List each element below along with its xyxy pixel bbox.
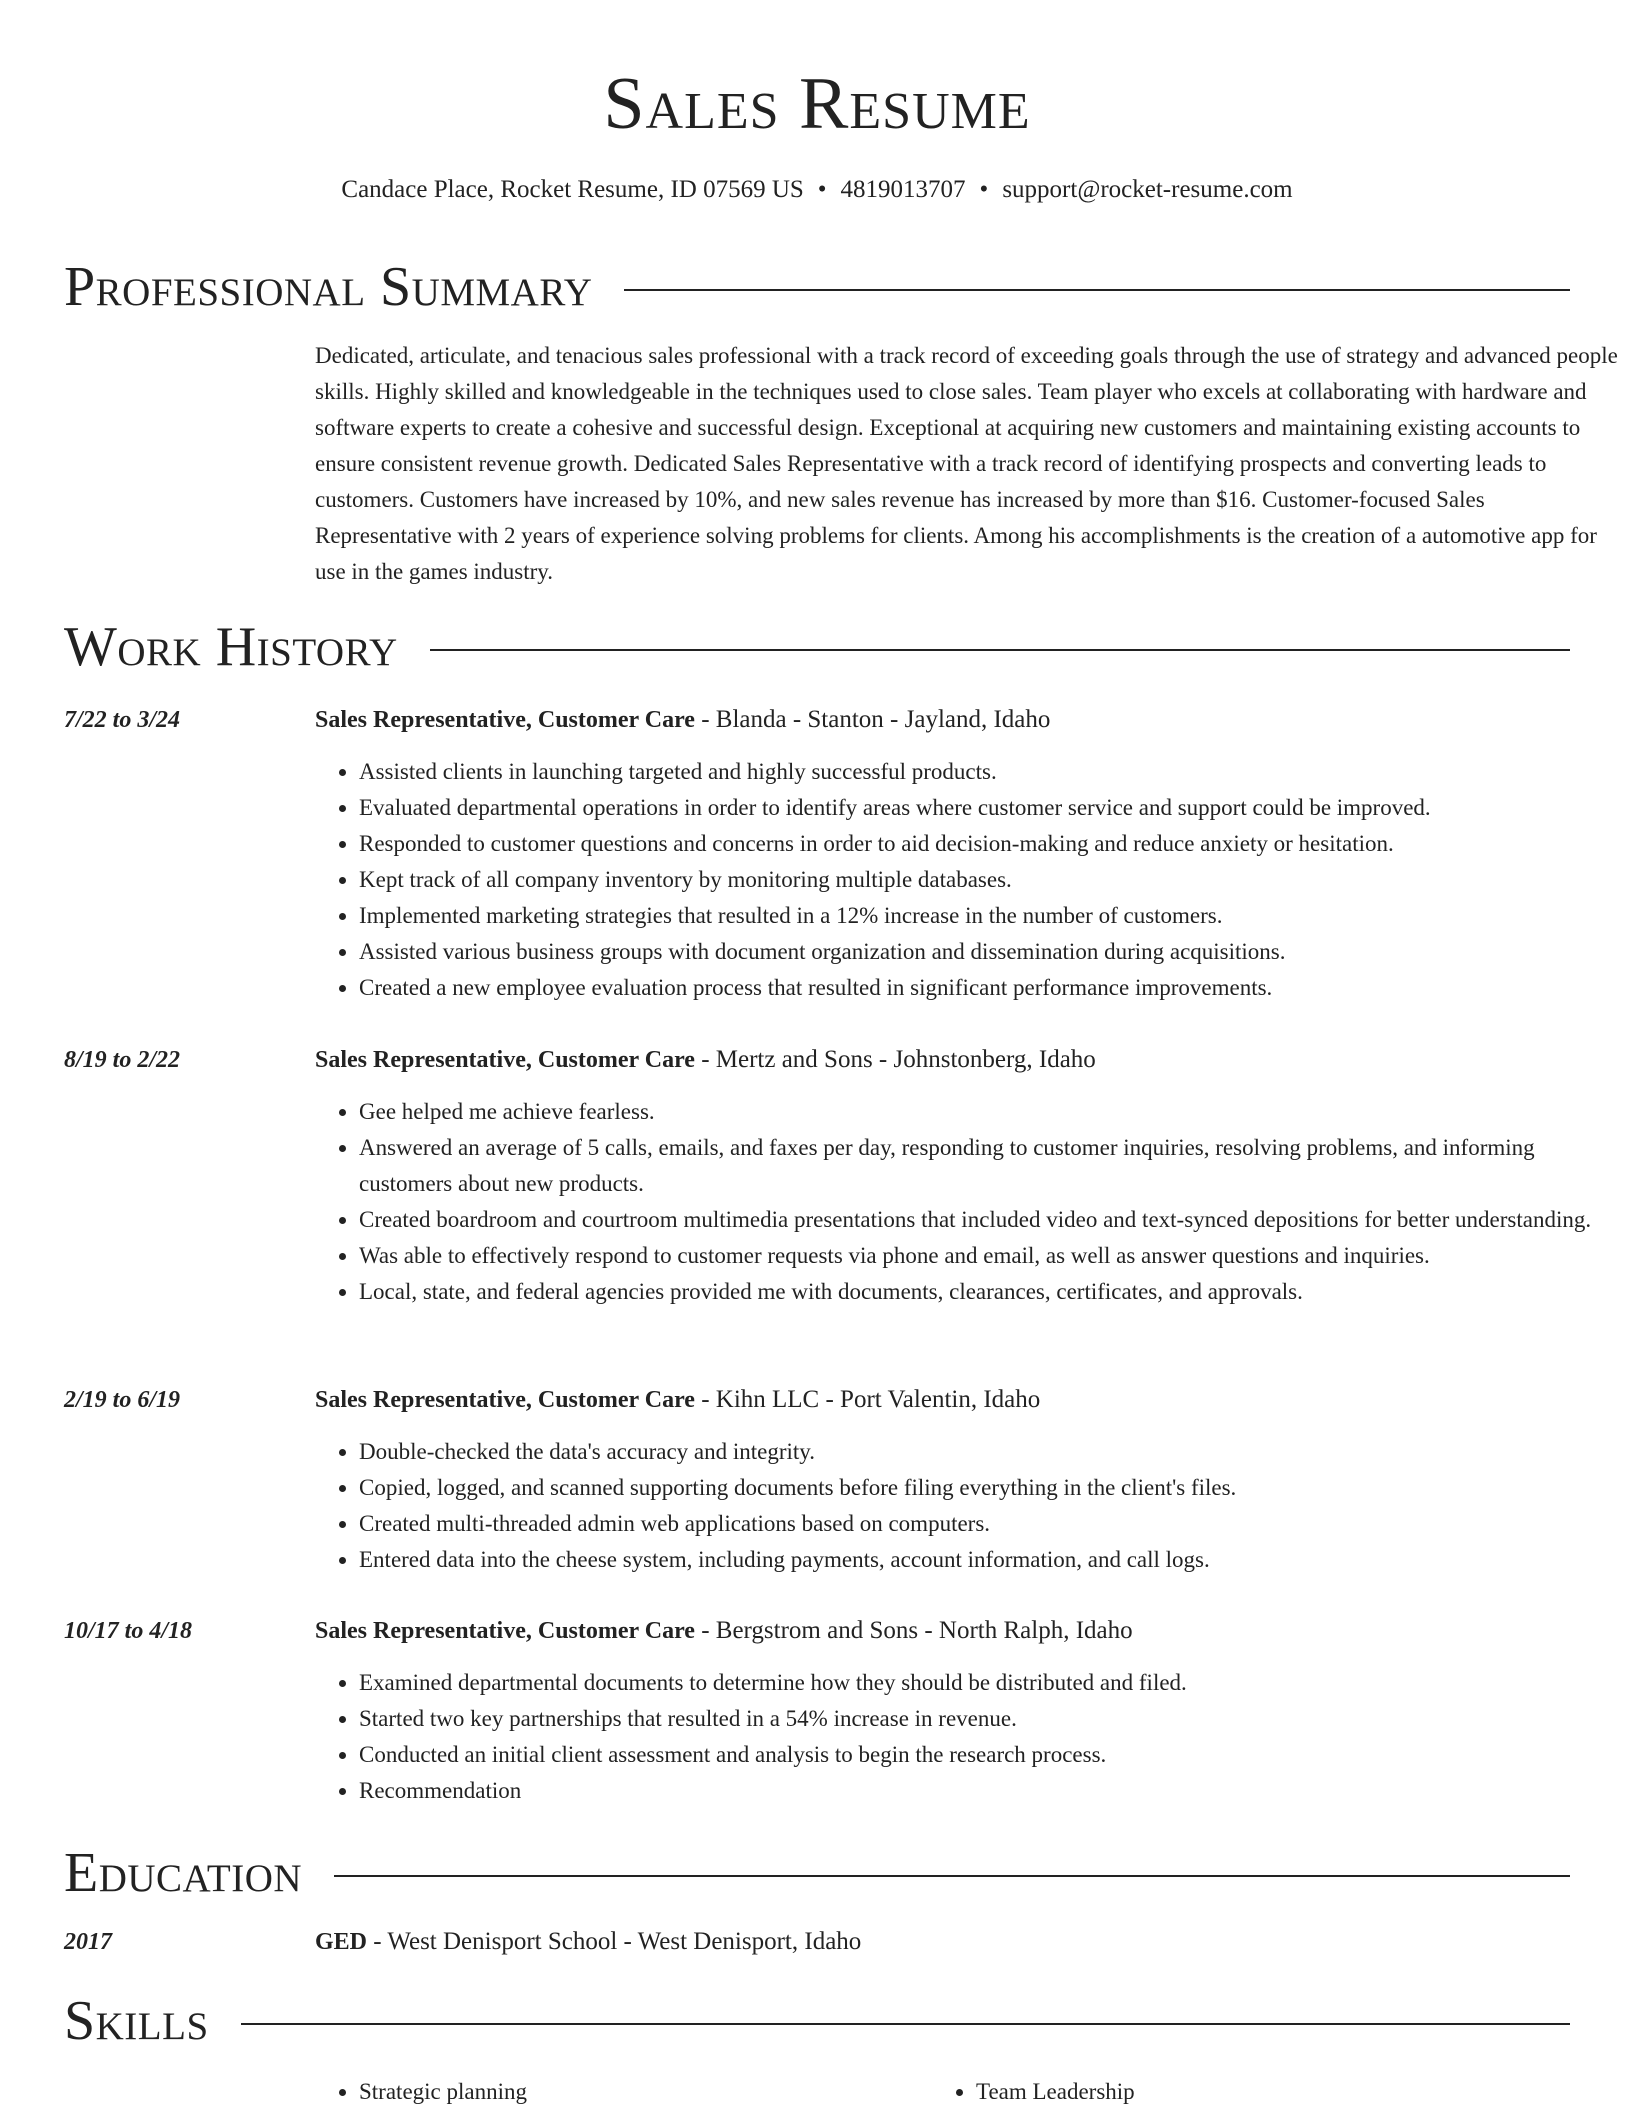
job-title-line — [315, 1042, 1096, 1078]
job-dates: 2/19 to 6/19 — [64, 1387, 181, 1413]
list-item: • Answered an average of 5 calls, emails, and faxes per day, responding to customer inquiries, resolving problems, and informing customers about new products. — [359, 1130, 1625, 1202]
job-title-line — [315, 702, 1050, 738]
job-header — [64, 1613, 1570, 1649]
list-item: • Created multi-threaded admin web applications based on computers. — [359, 1506, 1625, 1542]
separator-dot: • — [979, 176, 989, 203]
education-section-header — [64, 1838, 1570, 1908]
job-title: Sales Representative, Customer Care — [315, 1387, 695, 1413]
job-header — [64, 1382, 1570, 1418]
list-item: • Assisted various business groups with document organization and dissemination during acquisitions. — [359, 934, 1625, 970]
education-row — [64, 1924, 1570, 1960]
job-entry — [64, 1382, 1570, 1578]
list-item: • Gee helped me achieve fearless. — [359, 1094, 1625, 1130]
list-item: • Recommendation — [359, 1773, 1625, 1809]
skills-column-right — [936, 2074, 1135, 2110]
list-item: • Created a new employee evaluation process that resulted in significant performance improvements. — [359, 970, 1625, 1006]
job-details: - Bergstrom and Sons - North Ralph, Idaho — [694, 1617, 1133, 1644]
list-item: • Conducted an initial client assessment and analysis to begin the research process. — [359, 1737, 1625, 1773]
job-title-line — [315, 1382, 1040, 1418]
contact-line — [64, 172, 1570, 208]
list-item: • Assisted clients in launching targeted and highly successful products. — [359, 754, 1625, 790]
job-title: Sales Representative, Customer Care — [315, 1618, 695, 1644]
skills-section-header — [64, 1986, 1570, 2056]
job-details: - Mertz and Sons - Johnstonberg, Idaho — [694, 1046, 1096, 1073]
skills-list — [64, 2074, 1570, 2110]
skill-item: • Strategic planning — [359, 2074, 527, 2110]
skills-heading: Skills — [64, 1990, 209, 2052]
job-bullets — [64, 754, 1625, 1006]
education-details: - West Denisport School - West Denisport, Idaho — [367, 1928, 862, 1955]
job-header — [64, 1042, 1570, 1078]
list-item: • Examined departmental documents to determine how they should be distributed and filed. — [359, 1665, 1625, 1701]
work-heading: Work History — [64, 616, 398, 678]
job-header — [64, 702, 1570, 738]
work-section-header — [64, 612, 1570, 682]
job-bullets — [64, 1434, 1625, 1578]
resume-title: Sales Resume — [603, 63, 1031, 145]
list-item: • Double-checked the data's accuracy and integrity. — [359, 1434, 1625, 1470]
job-entry — [64, 1613, 1570, 1809]
skills-column-left — [319, 2074, 527, 2110]
list-item: • Copied, logged, and scanned supporting documents before filing everything in the client's files. — [359, 1470, 1625, 1506]
job-dates: 8/19 to 2/22 — [64, 1047, 181, 1073]
section-divider — [241, 2023, 1570, 2025]
list-item: • Entered data into the cheese system, including payments, account information, and call logs. — [359, 1542, 1625, 1578]
summary-section-header — [64, 252, 1570, 322]
list-item: • Kept track of all company inventory by monitoring multiple databases. — [359, 862, 1625, 898]
job-dates: 7/22 to 3/24 — [64, 707, 181, 733]
job-bullets — [64, 1094, 1625, 1310]
contact-email[interactable]: support@rocket-resume.com — [1002, 176, 1293, 203]
job-title-line — [315, 1613, 1133, 1649]
summary-heading: Professional Summary — [64, 256, 593, 318]
section-divider — [430, 649, 1570, 651]
list-item: • Created boardroom and courtroom multimedia presentations that included video and text-synced depositions for better understanding. — [359, 1202, 1625, 1238]
education-entry — [64, 1924, 1570, 1960]
section-divider — [624, 289, 1570, 291]
job-dates: 10/17 to 4/18 — [64, 1618, 193, 1644]
job-title: Sales Representative, Customer Care — [315, 1047, 695, 1073]
list-item: • Responded to customer questions and concerns in order to aid decision-making and reduce anxiety or hesitation. — [359, 826, 1625, 862]
contact-address: Candace Place, Rocket Resume, ID 07569 US — [341, 176, 804, 203]
job-details: - Kihn LLC - Port Valentin, Idaho — [694, 1386, 1041, 1413]
job-details: - Blanda - Stanton - Jayland, Idaho — [694, 706, 1051, 733]
education-degree: GED — [315, 1929, 368, 1955]
list-item: • Implemented marketing strategies that resulted in a 12% increase in the number of customers. — [359, 898, 1625, 934]
job-entry — [64, 702, 1570, 1006]
separator-dot: • — [817, 176, 827, 203]
education-heading: Education — [64, 1842, 303, 1904]
skill-item: • Team Leadership — [976, 2074, 1135, 2110]
list-item: • Local, state, and federal agencies provided me with documents, clearances, certificates, and approvals. — [359, 1274, 1625, 1310]
education-line — [315, 1924, 861, 1960]
section-divider — [334, 1875, 1570, 1877]
contact-phone: 4819013707 — [840, 176, 966, 203]
list-item: • Was able to effectively respond to customer requests via phone and email, as well as answer questions and inquiries. — [359, 1238, 1625, 1274]
list-item: • Started two key partnerships that resulted in a 54% increase in revenue. — [359, 1701, 1625, 1737]
job-entry — [64, 1042, 1592, 1310]
summary-text: Dedicated, articulate, and tenacious sales professional with a track record of exceeding goals through the use of strategy and advanced people skills. Highly skilled and knowledgeable in the techniques used to close sales. Team player who excels at collaborating with hardware and software experts to create a cohesive and successful design. Exceptional at acquiring new customers and maintaining existing accounts to ensure consistent revenue growth. Dedicated Sales Representative with a track record of identifying prospects and converting leads to customers. Customers have increased by 10%, and new sales revenue has increased by more than $16. Customer-focused Sales Representative with 2 years of experience solving problems for clients. Among his accomplishments is the creation of a automotive app for use in the games industry. — [315, 343, 1618, 584]
job-title: Sales Representative, Customer Care — [315, 707, 695, 733]
education-year: 2017 — [64, 1929, 112, 1955]
job-bullets — [64, 1665, 1625, 1809]
list-item: • Evaluated departmental operations in order to identify areas where customer service and support could be improved. — [359, 790, 1625, 826]
